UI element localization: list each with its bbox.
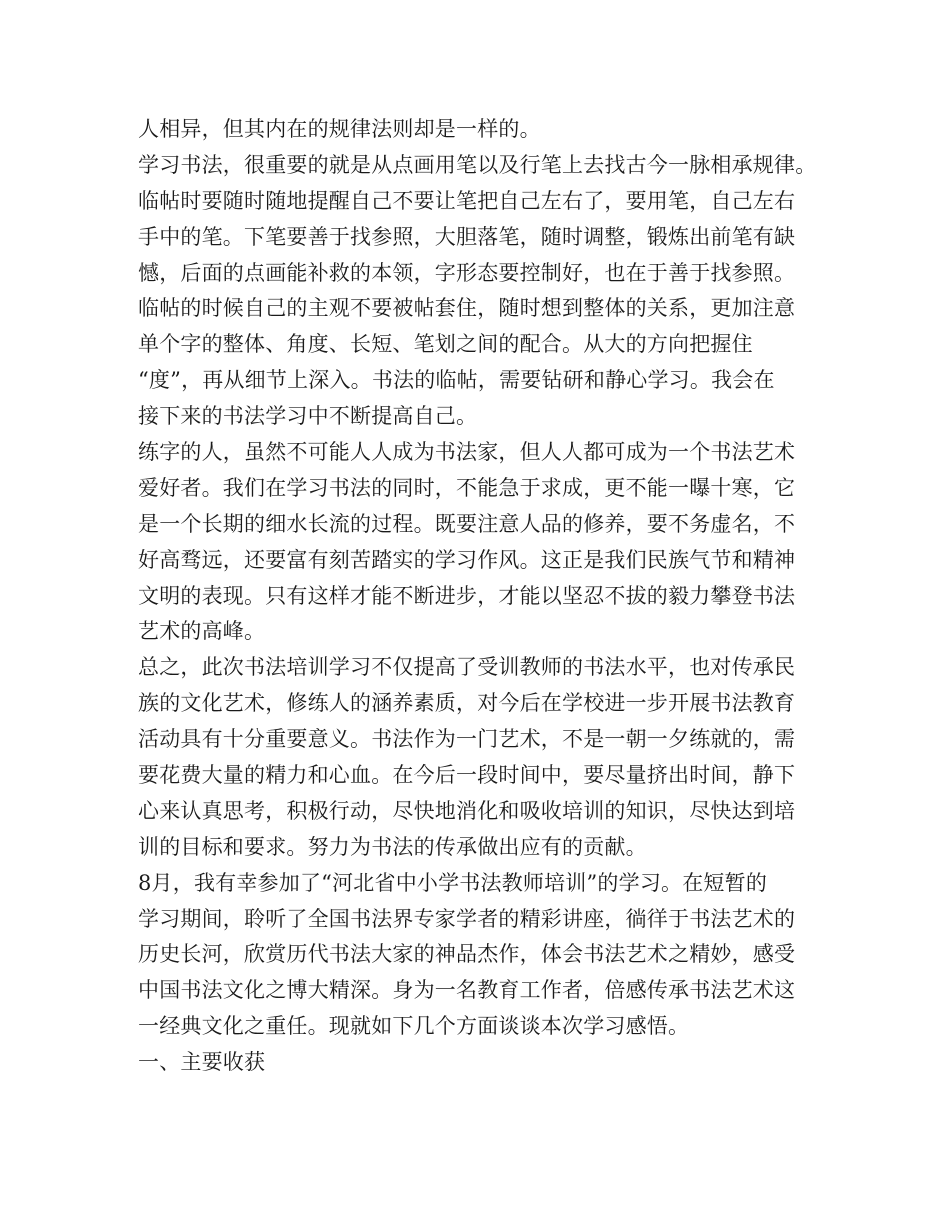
- text-line: 手中的笔。下笔要善于找参照，大胆落笔，随时调整，锻炼出前笔有缺: [138, 224, 796, 249]
- text-line: 接下来的书法学习中不断提高自己。: [138, 404, 478, 429]
- text-line: 中国书法文化之博大精深。身为一名教育工作者，倍感传承书法艺术这: [138, 978, 796, 1003]
- text-line: 总之，此次书法培训学习不仅提高了受训教师的书法水平，也对传承民: [138, 655, 796, 680]
- text-line: 族的文化艺术，修练人的涵养素质，对今后在学校进一步开展书法教育: [138, 691, 796, 716]
- text-line: 爱好者。我们在学习书法的同时，不能急于求成，更不能一曝十寒，它: [138, 475, 796, 500]
- text-line: 历史长河，欣赏历代书法大家的神品杰作，体会书法艺术之精妙，感受: [138, 942, 796, 967]
- text-line: 学习期间，聆听了全国书法界专家学者的精彩讲座，徜徉于书法艺术的: [138, 906, 796, 931]
- body-text: [138, 112, 828, 1081]
- text-line: 8月，我有幸参加了“河北省中小学书法教师培训”的学习。在短暂的: [138, 870, 768, 895]
- text-line: 是一个长期的细水长流的过程。既要注意人品的修养，要不务虚名，不: [138, 511, 796, 536]
- text-line: 好高骛远，还要富有刻苦踏实的学习作风。这正是我们民族气节和精神: [138, 547, 796, 572]
- text-line: 临帖时要随时随地提醒自己不要让笔把自己左右了，要用笔，自己左右: [138, 188, 796, 213]
- text-line: 文明的表现。只有这样才能不断进步，才能以坚忍不拔的毅力攀登书法: [138, 583, 796, 608]
- text-line: 学习书法，很重要的就是从点画用笔以及行笔上去找古今一脉相承规律。: [138, 152, 817, 177]
- text-line: 艺术的高峰。: [138, 619, 266, 644]
- text-line: 单个字的整体、角度、长短、笔划之间的配合。从大的方向把握住: [138, 332, 753, 357]
- text-line: 憾，后面的点画能补救的本领，字形态要控制好，也在于善于找参照。: [138, 260, 796, 285]
- text-line: 人相异，但其内在的规律法则却是一样的。: [138, 117, 541, 141]
- text-line: 临帖的时候自己的主观不要被帖套住，随时想到整体的关系，更加注意: [138, 296, 796, 321]
- text-line: 训的目标和要求。努力为书法的传承做出应有的贡献。: [138, 834, 647, 859]
- section-heading: 一、主要收获: [138, 1050, 266, 1075]
- text-line: 练字的人，虽然不可能人人成为书法家，但人人都可成为一个书法艺术: [138, 440, 796, 465]
- text-line: 心来认真思考，积极行动，尽快地消化和吸收培训的知识，尽快达到培: [138, 798, 796, 823]
- text-line: 活动具有十分重要意义。书法作为一门艺术，不是一朝一夕练就的，需: [138, 727, 796, 752]
- text-line: 要花费大量的精力和心血。在今后一段时间中，要尽量挤出时间，静下: [138, 763, 796, 788]
- text-line: 一经典文化之重任。现就如下几个方面谈谈本次学习感悟。: [138, 1014, 690, 1039]
- text-line: “度”，再从细节上深入。书法的临帖，需要钻研和静心学习。我会在: [138, 368, 775, 393]
